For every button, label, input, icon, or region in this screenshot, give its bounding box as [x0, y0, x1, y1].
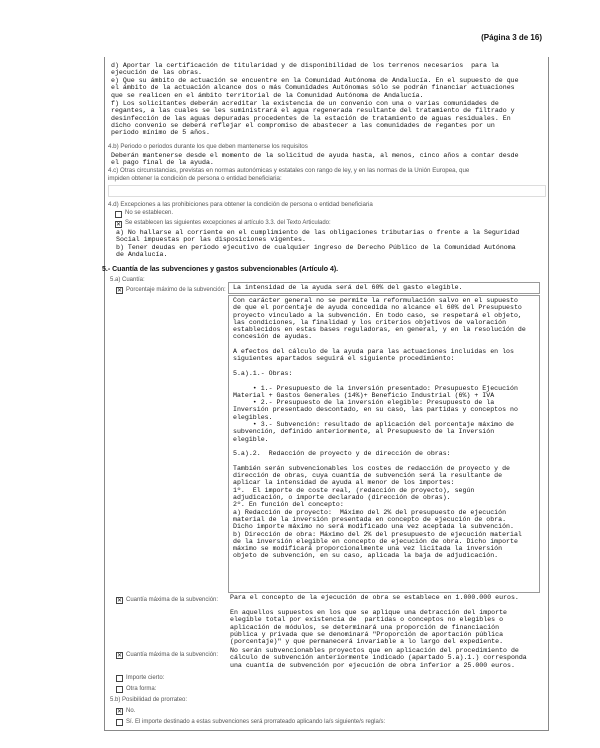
- label-4b: 4.b) Periodo o periodos durante los que deben mantenerse los requisitos: [108, 143, 308, 150]
- importe-cierto-label: Importe cierto:: [126, 675, 165, 681]
- no-exceptions-label: No se establecen.: [125, 210, 174, 216]
- text-4c-box: [108, 185, 546, 197]
- text-4d: a) No hallarse al corriente en el cumplimiento de las obligaciones tributarias o frente a la Seguridad Social impuestas por las disposiciones vigentes. b) Tener deudas en periodo ejecutivo de cualquier ingreso de Derecho Público de la Comunidad Autónoma de Andalucía.: [116, 229, 520, 258]
- requirement-d: d) Aportar la certificación de titularidad y de disponibilidad de los terrenos necesarios para la ejecución de las obras.: [111, 62, 499, 77]
- max-amount-2-value: No serán subvencionables proyectos que en aplicación del procedimiento de cálculo de subvención anteriormente indicado (apartado 5.a).1.) corresponda una cuantía de subvención por ejecución de obra inferior a 25.000 euros.: [230, 647, 527, 669]
- text-4b: Deberán mantenerse desde el momento de la solicitud de ayuda hasta, al menos, cinco años a contar desde el pago final de la ayuda.: [111, 152, 519, 167]
- pct-body-text: Con carácter general no se permite la reformulación salvo en el supuesto de que el porcentaje de ayuda concedida no alcance el 60% del Presupuesto proyecto vinculado a la subvención. En todo caso, se respetará el objeto, las condiciones, la finalidad y los criterios objetivos de valoración establecidos en estas bases reguladoras, en general, y en la resolución de concesión de ayudas. A efectos del cálculo de la ayuda para las actuaciones incluidas en los siguientes apartados seguirá el siguiente procedimiento: 5.a).1.- Obras: • 1.- Presupuesto de la inversión presentado: Presupuesto Ejecución Material + Gastos Generales (14%)+ Beneficio Industrial (6%) + IVA • 2.- Presupuesto de la inversión elegible: Presupuesto de la Inversión presentado descontado, en su caso, las partidas y conceptos no elegibles. • 3.- Subvención: resultado de aplicación del porcentaje máximo de subvención, definido anteriormente, al Presupuesto de la Inversión elegible. 5.a).2. Redacción de proyecto y de dirección de obras: También serán subvencionables los costes de redacción de proyecto y de dirección de obras, cuya cuantía de subvención será la resultante de aplicar la intensidad de ayuda al menor de los importes: 1º. El importe de coste real, (redacción de proyecto), según adjudicación, o importe declarado (dirección de obras). 2º. En función del concepto: a) Redacción de proyecto: Máximo del 2% del presupuesto de ejecución material de la inversión presentada en concepto de ejecución de obra. Dicho importe máximo no será modificado una vez aceptada la subvención. b) Dirección de obra: Máximo del 2% del presupuesto de ejecución material de la inversión elegible en concepto de ejecución de obra. Dicho importe máximo se modificará proporcionalmente una vez licitada la inversión objeto de subvención, en su caso, aplicada la baja de adjudicación.: [233, 297, 526, 560]
- label-4c: 4.c) Otras circunstancias, previstas en normas autonómicas y estatales con rango de ley, y en las normas de la Unión Europea, que impiden obtener la condición de persona o entidad beneficiaria:: [108, 167, 470, 182]
- prorrateo-si-label: Sí. El importe destinado a estas subvenciones será prorrateado aplicando la/s siguiente/s regla/s:: [126, 719, 386, 725]
- max-amount-2-checkbox[interactable]: [116, 652, 123, 659]
- page-number: (Página 3 de 16): [481, 33, 542, 42]
- label-5a: 5.a) Cuantía:: [110, 277, 145, 283]
- otra-forma-label: Otra forma:: [126, 686, 157, 692]
- prorrateo-no-checkbox[interactable]: [116, 708, 123, 715]
- max-amount-1-value: Para el concepto de la ejecución de obra se establece en 1.000.000 euros.: [230, 594, 519, 601]
- requirement-e: e) Que su ámbito de actuación se encuentre en la Comunidad Autónoma de Andalucía. En el supuesto de que el ámbito de la actuación alcance dos o más Comunidades Autónomas sólo se podrán financiar actuaciones que se realicen en el ámbito territorial de la Comunidad Autónoma de Andalucía.: [111, 77, 519, 99]
- max-amount-2-label: Cuantía máxima de la subvención:: [126, 652, 219, 658]
- label-4d: 4.d) Excepciones a las prohibiciones para obtener la condición de persona o entidad beneficiaria: [108, 201, 373, 208]
- label-5b: 5.b) Posibilidad de prorrateo:: [110, 697, 188, 703]
- otra-forma-checkbox[interactable]: [116, 686, 123, 693]
- pct-max-value: La intensidad de la ayuda será del 60% del gasto elegible.: [233, 284, 463, 291]
- pct-max-checkbox[interactable]: [116, 287, 123, 294]
- max-amount-1-checkbox[interactable]: [116, 597, 123, 604]
- exceptions-checkbox[interactable]: [115, 221, 122, 228]
- detraction-text: En aquellos supuestos en los que se aplique una detracción del importe elegible total por existencia de partidas o conceptos no elegibles o aplicación de módulos, se determinará una proporción de financiación pública y privada que se denominará "Proporción de aportación pública (porcentaje)" y que permanecerá invariable a lo largo del expediente.: [230, 609, 507, 646]
- pct-max-label: Porcentaje máximo de la subvención:: [126, 287, 226, 293]
- importe-cierto-checkbox[interactable]: [116, 675, 123, 682]
- prorrateo-no-label: No.: [126, 708, 136, 714]
- prorrateo-si-checkbox[interactable]: [116, 719, 123, 726]
- exceptions-label: Se establecen las siguientes excepciones al artículo 3.3. del Texto Articulado:: [125, 220, 331, 226]
- section-5-title: 5.- Cuantía de las subvenciones y gastos subvencionables (Artículo 4).: [102, 266, 339, 273]
- requirement-f: f) Los solicitantes deberán acreditar la existencia de un convenio con una o varias comunidades de regantes, a las cuales se les suministrará el agua regenerada resultante del tratamiento de filtrado y desinfección de las aguas depuradas procedentes de la estación de tratamiento de aguas residuales. En dicho convenio se deberá reflejar el compromiso de abastecer a las comunidades de regantes por un periodo mínimo de 5 años.: [111, 100, 515, 137]
- no-exceptions-checkbox[interactable]: [115, 211, 122, 218]
- max-amount-1-label: Cuantía máxima de la subvención:: [126, 597, 219, 603]
